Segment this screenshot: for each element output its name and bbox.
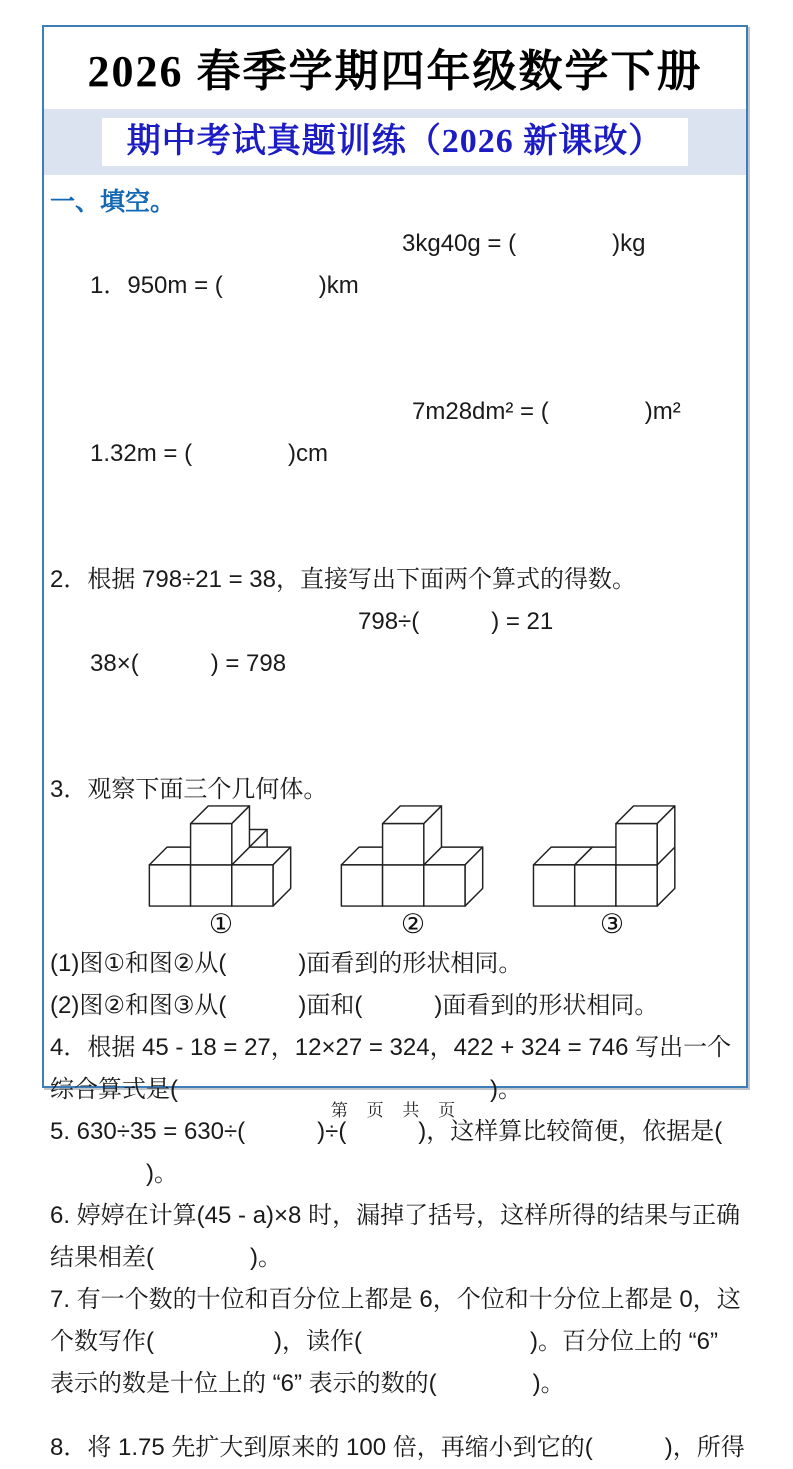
question-5-continuation: )。 [50, 1160, 178, 1187]
question-3-sub-2: (2)图②和图③从( )面和( )面看到的形状相同。 [50, 992, 659, 1019]
cube-figure-1 [146, 803, 296, 909]
figure-1-label: ① [208, 909, 234, 939]
question-1-right: 3kg40g = ( )kg [402, 230, 646, 257]
question-7-continuation-2: 表示的数是十位上的 “6” 表示的数的( )。 [50, 1370, 565, 1397]
cube-figure-2 [338, 803, 488, 909]
figure-1-block [146, 803, 296, 939]
subtitle-box [102, 118, 688, 166]
figure-3-label: ③ [599, 909, 625, 939]
question-7-continuation-1: 个数写作( )，读作( )。百分位上的 “6” [50, 1328, 718, 1355]
question-3-stem: 3．观察下面三个几何体。 [50, 776, 328, 803]
question-1-line-2 [50, 391, 746, 559]
page-title: 2026 春季学期四年级数学下册 [87, 47, 703, 96]
question-4-continuation: 综合算式是( )。 [50, 1076, 522, 1103]
figure-3-block [530, 803, 694, 939]
question-1b-right: 7m28dm² = ( )m² [412, 398, 681, 425]
question-3-sub-1: (1)图①和图②从( )面看到的形状相同。 [50, 950, 523, 977]
question-8-stem: 8．将 1.75 先扩大到原来的 100 倍，再缩小到它的( )，所得 [50, 1434, 745, 1461]
figure-2-label: ② [400, 909, 426, 939]
question-6-stem: 6. 婷婷在计算(45 - a)×8 时，漏掉了括号，这样所得的结果与正确 [50, 1202, 741, 1229]
geometry-figures-row [50, 817, 746, 939]
question-2-stem: 2．根据 798÷21 = 38，直接写出下面两个算式的得数。 [50, 566, 636, 593]
subtitle-text: 期中考试真题训练（2026 新课改） [126, 123, 664, 160]
question-1-left: 1．950m = ( )km [90, 272, 359, 299]
question-1b-left: 1.32m = ( )cm [90, 440, 329, 467]
page-footer: 第 页 共 页 [330, 1101, 463, 1120]
question-5-stem: 5. 630÷35 = 630÷( )÷( )，这样算比较简便，依据是( [50, 1118, 723, 1145]
question-2-eq-right: 798÷( ) = 21 [358, 608, 554, 635]
question-1-line-1 [50, 223, 746, 391]
question-2-equations [50, 601, 746, 769]
question-2-eq-left: 38×( ) = 798 [90, 650, 287, 677]
subtitle-band [44, 109, 746, 175]
figure-2-block [338, 803, 488, 939]
question-6-continuation: 结果相差( )。 [50, 1244, 282, 1271]
question-4-stem: 4．根据 45 - 18 = 27，12×27 = 324，422 + 324 = 746 写出一个 [50, 1034, 732, 1061]
section-heading-fill-blanks: 一、填空。 [50, 188, 176, 216]
question-7-stem: 7. 有一个数的十位和百分位上都是 6，个位和十分位上都是 0，这 [50, 1286, 741, 1313]
question-list [50, 223, 746, 1469]
cube-figure-3 [530, 803, 694, 909]
